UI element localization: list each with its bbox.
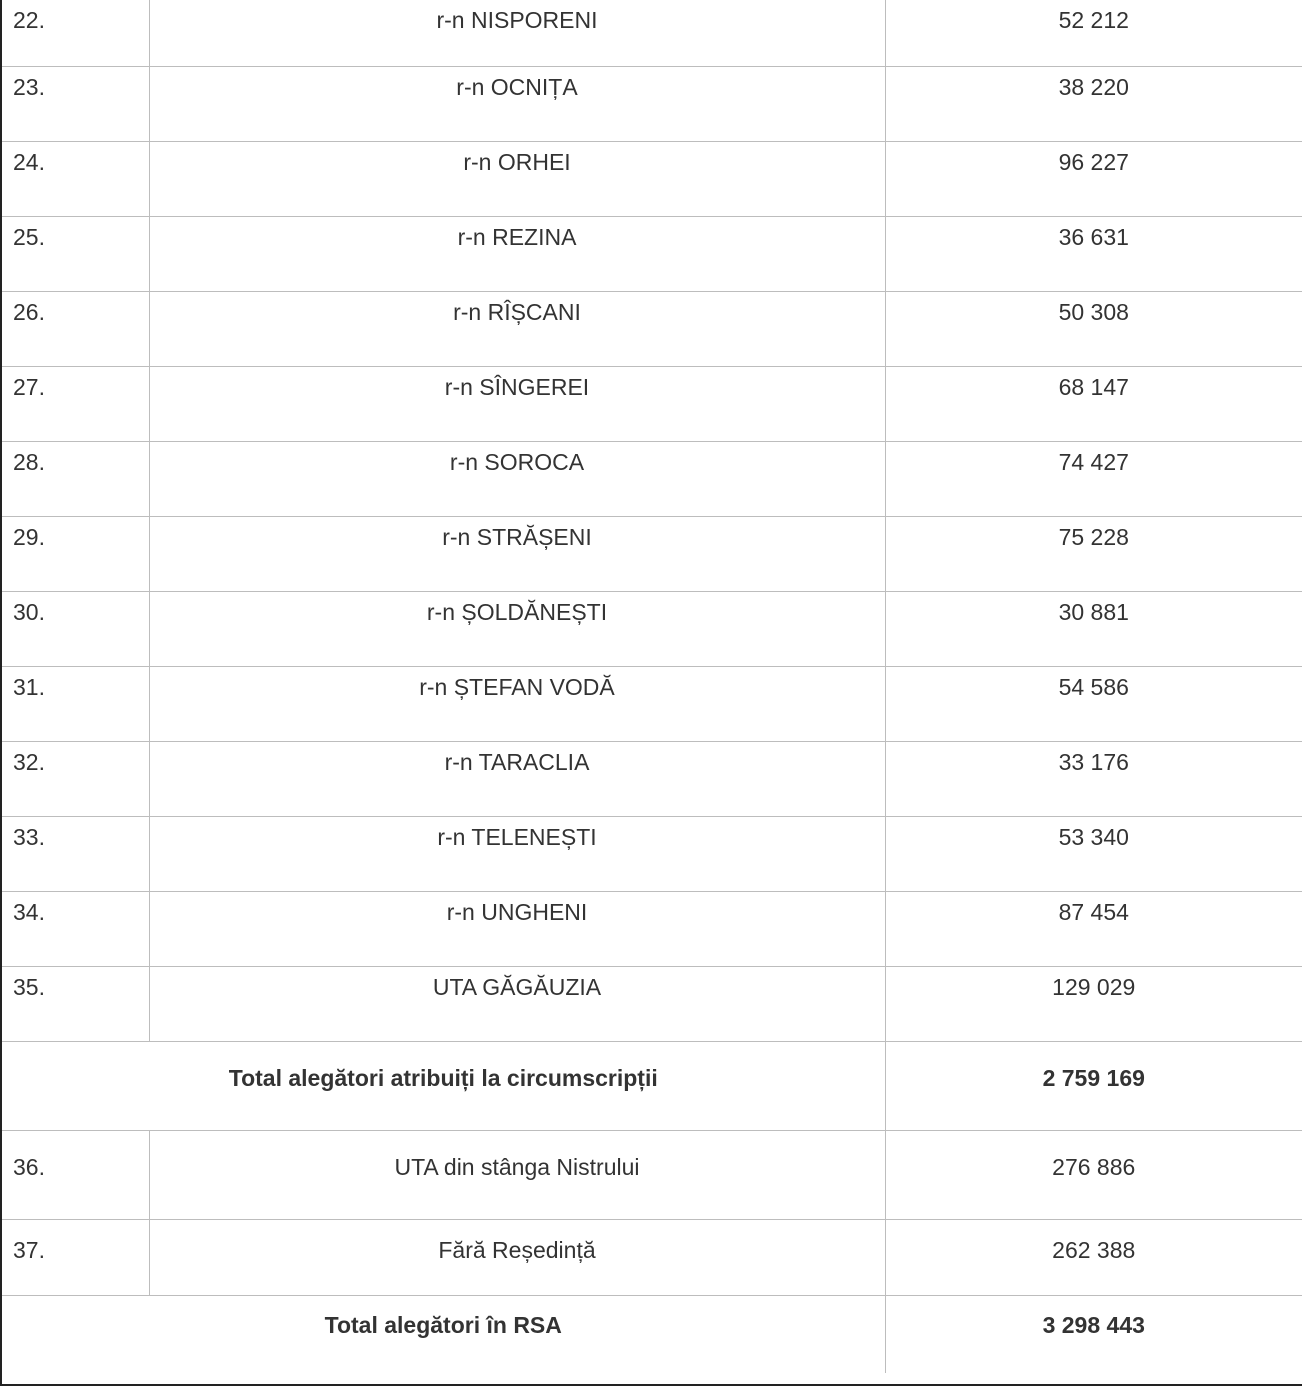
voter-count: 129 029 (885, 966, 1302, 1041)
table-row (2, 816, 1302, 891)
district-name: r-n RÎȘCANI (149, 291, 885, 366)
total-label: Total alegători în RSA (324, 1311, 562, 1338)
district-name: r-n ORHEI (149, 141, 885, 216)
table-row (2, 741, 1302, 816)
row-number: 22. (2, 0, 149, 66)
row-number: 26. (2, 291, 149, 366)
row-number: 24. (2, 141, 149, 216)
voter-count: 33 176 (885, 741, 1302, 816)
voter-count: 30 881 (885, 591, 1302, 666)
row-number: 35. (2, 966, 149, 1041)
district-name: r-n STRĂȘENI (149, 516, 885, 591)
row-number: 29. (2, 516, 149, 591)
district-name: r-n ȘOLDĂNEȘTI (149, 591, 885, 666)
row-number: 36. (2, 1130, 149, 1219)
voter-count: 96 227 (885, 141, 1302, 216)
voter-count: 262 388 (885, 1219, 1302, 1295)
table-row (2, 441, 1302, 516)
table-row (2, 1130, 1302, 1219)
table-row (2, 516, 1302, 591)
voter-count: 54 586 (885, 666, 1302, 741)
row-number: 37. (2, 1219, 149, 1295)
district-name: r-n TARACLIA (149, 741, 885, 816)
voters-table (2, 0, 1302, 1373)
voter-count: 74 427 (885, 441, 1302, 516)
table-row (2, 366, 1302, 441)
district-name: r-n UNGHENI (149, 891, 885, 966)
voter-count: 75 228 (885, 516, 1302, 591)
row-number: 27. (2, 366, 149, 441)
table-row (2, 1219, 1302, 1295)
row-number: 32. (2, 741, 149, 816)
table-row (2, 66, 1302, 141)
table-row (2, 291, 1302, 366)
table-row (2, 966, 1302, 1041)
total-value: 3 298 443 (885, 1295, 1302, 1373)
row-number: 33. (2, 816, 149, 891)
total-row (2, 1295, 1302, 1373)
voter-count: 68 147 (885, 366, 1302, 441)
subtotal-label: Total alegători atribuiți la circumscripții (2, 1041, 885, 1130)
row-number: 34. (2, 891, 149, 966)
district-name: UTA GĂGĂUZIA (149, 966, 885, 1041)
row-number: 25. (2, 216, 149, 291)
table-row (2, 216, 1302, 291)
voter-count: 52 212 (885, 0, 1302, 66)
voter-count: 276 886 (885, 1130, 1302, 1219)
district-name: r-n SÎNGEREI (149, 366, 885, 441)
table-row (2, 0, 1302, 66)
district-name: r-n OCNIȚA (149, 66, 885, 141)
district-name: r-n ȘTEFAN VODĂ (149, 666, 885, 741)
row-number: 28. (2, 441, 149, 516)
voter-count: 36 631 (885, 216, 1302, 291)
district-name: r-n NISPORENI (149, 0, 885, 66)
subtotal-row (2, 1041, 1302, 1130)
subtotal-value: 2 759 169 (885, 1041, 1302, 1130)
row-number: 23. (2, 66, 149, 141)
district-name: r-n SOROCA (149, 441, 885, 516)
district-name: UTA din stânga Nistrului (149, 1130, 885, 1219)
district-name: Fără Reședință (149, 1219, 885, 1295)
table-row (2, 891, 1302, 966)
row-number: 30. (2, 591, 149, 666)
voter-count: 87 454 (885, 891, 1302, 966)
voter-count: 53 340 (885, 816, 1302, 891)
table-row (2, 141, 1302, 216)
row-number: 31. (2, 666, 149, 741)
district-name: r-n TELENEȘTI (149, 816, 885, 891)
table-row (2, 666, 1302, 741)
table-row (2, 591, 1302, 666)
voter-count: 38 220 (885, 66, 1302, 141)
voter-count: 50 308 (885, 291, 1302, 366)
district-name: r-n REZINA (149, 216, 885, 291)
